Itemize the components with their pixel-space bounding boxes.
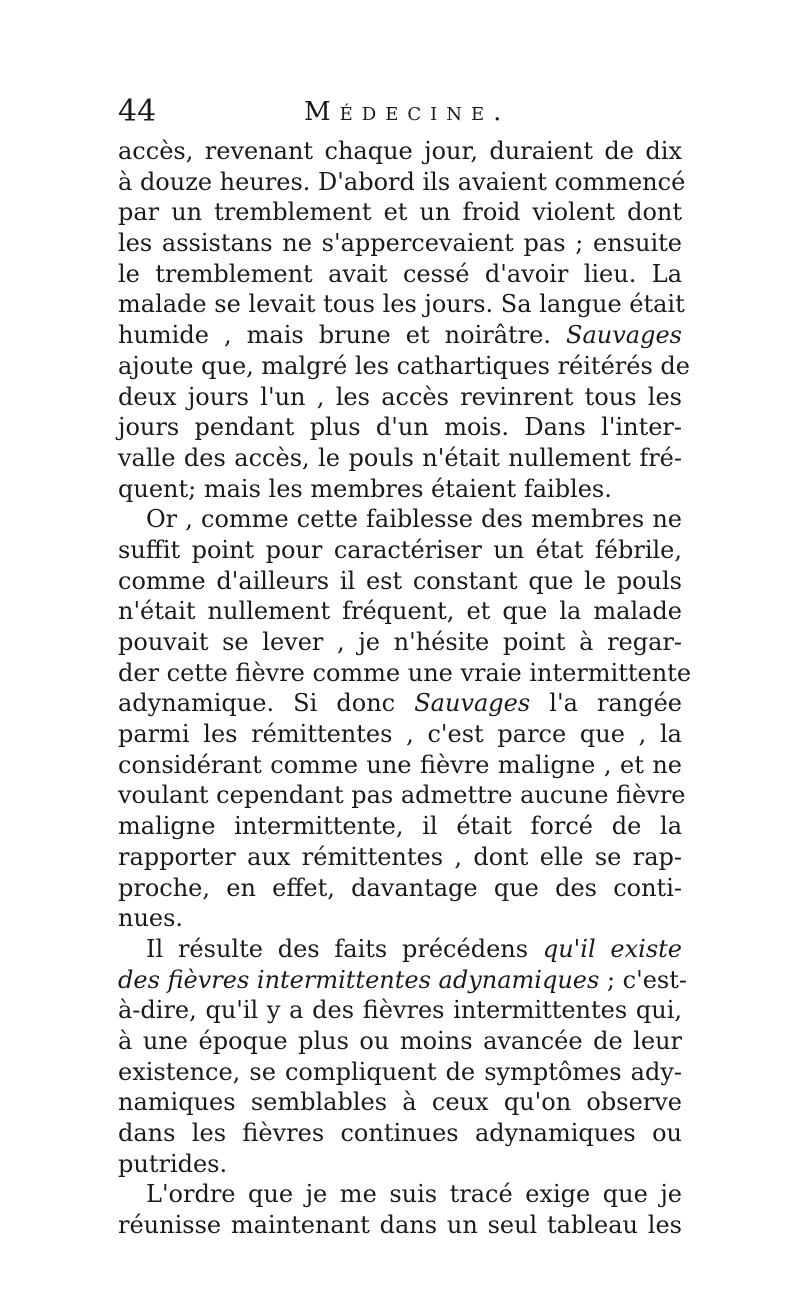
text-segment: voulant cependant pas admettre aucune fièvre (118, 781, 686, 810)
text-segment: adynamique. Si donc (118, 689, 415, 718)
text-line (118, 289, 685, 320)
text-line (118, 1149, 682, 1180)
text-line (118, 750, 682, 781)
text-line (118, 780, 686, 811)
text-line (118, 443, 682, 474)
text-line (118, 320, 682, 351)
text-segment: suffit point pour caractériser un état fébrile, (118, 535, 682, 564)
text-line (118, 934, 682, 965)
text-line (118, 382, 682, 413)
text-segment: à-dire, qu'il y a des fièvres intermittentes qui, (118, 996, 682, 1025)
text-line (118, 136, 682, 167)
text-line (118, 1087, 682, 1118)
text-segment: les assistans ne s'appercevaient pas ; ensuite (118, 229, 682, 258)
text-segment: deux jours l'un , les accès revinrent tous les (118, 382, 682, 411)
text-line (118, 412, 682, 443)
text-line (118, 1210, 682, 1241)
text-segment: ajoute que, malgré les cathartiques réitérés de (118, 351, 690, 380)
text-segment: parmi les rémittentes , c'est parce que , la (118, 720, 682, 749)
text-segment: accès, revenant chaque jour, duraient de dix (118, 137, 682, 165)
text-segment: nues. (118, 904, 184, 933)
text-line (118, 842, 682, 873)
text-segment: quent; mais les membres étaient faibles. (118, 474, 612, 503)
text-segment: malade se levait tous les jours. Sa langue était (118, 290, 685, 319)
text-line (118, 811, 682, 842)
text-segment: n'était nullement fréquent, et que la malade (118, 597, 682, 626)
text-segment: putrides. (118, 1149, 228, 1178)
text-line (118, 1057, 682, 1088)
text-segment: jours pendant plus d'un mois. Dans l'inter- (118, 413, 682, 442)
text-line (118, 535, 682, 566)
text-line (118, 566, 682, 597)
italic-text-segment: des fièvres intermittentes adynamiques (118, 965, 600, 994)
text-segment: réunisse maintenant dans un seul tableau les (118, 1211, 682, 1240)
text-segment: Or , comme cette faiblesse des membres ne (146, 505, 682, 534)
text-line (118, 1118, 682, 1149)
italic-text-segment: qu'il existe (542, 934, 682, 963)
text-segment: ; c'est- (599, 965, 687, 994)
text-line (118, 627, 682, 658)
text-segment: dans les fièvres continues adynamiques ou (118, 1119, 682, 1147)
italic-text-segment: Sauvages (414, 689, 531, 718)
text-line (118, 995, 682, 1026)
text-segment: valle des accès, le pouls n'était nullement fré- (118, 443, 682, 472)
text-line (118, 167, 686, 198)
text-segment: à une époque plus ou moins avancée de leur (118, 1026, 682, 1055)
text-segment: Il résulte des faits précédens (146, 934, 543, 963)
italic-text-segment: Sauvages (566, 321, 682, 350)
text-segment: rapporter aux rémittentes , dont elle se rap- (118, 842, 682, 871)
text-line (118, 197, 682, 228)
text-segment: pouvait se lever , je n'hésite point à regar- (118, 628, 682, 656)
text-segment: namiques semblables à ceux qu'on observe (118, 1088, 682, 1117)
text-line (118, 658, 692, 689)
text-line (118, 1026, 682, 1057)
text-line (118, 873, 682, 904)
text-line (118, 719, 682, 750)
text-line (118, 1179, 682, 1210)
text-segment: comme d'ailleurs il est constant que le pouls (118, 566, 682, 595)
text-line (118, 351, 690, 382)
text-line (118, 228, 682, 259)
text-segment: L'ordre que je me suis tracé exige que je (146, 1180, 682, 1209)
running-head (118, 92, 688, 132)
text-segment: existence, se compliquent de symptômes ady- (118, 1057, 682, 1086)
text-segment: à douze heures. D'abord ils avaient commencé (118, 167, 686, 196)
running-title: Médecine. (304, 97, 511, 127)
text-line (118, 504, 682, 535)
text-line (118, 965, 687, 996)
page-number: 44 (118, 94, 157, 129)
text-segment: humide , mais brune et noirâtre. (118, 321, 567, 350)
text-line (118, 474, 682, 505)
text-segment: considérant comme une fièvre maligne , et ne (118, 750, 682, 779)
text-segment: par un tremblement et un froid violent dont (118, 198, 682, 227)
body-text (118, 136, 692, 1241)
text-line (118, 259, 682, 290)
text-segment: maligne intermittente, il était forcé de la (118, 812, 682, 841)
text-segment: le tremblement avait cessé d'avoir lieu. La (118, 259, 682, 288)
text-line (118, 688, 682, 719)
text-segment: proche, en effet, davantage que des conti- (118, 873, 682, 902)
text-segment: der cette fièvre comme une vraie intermittente (118, 658, 692, 687)
text-line (118, 903, 682, 934)
text-segment: l'a rangée (530, 689, 683, 718)
text-line (118, 596, 682, 627)
